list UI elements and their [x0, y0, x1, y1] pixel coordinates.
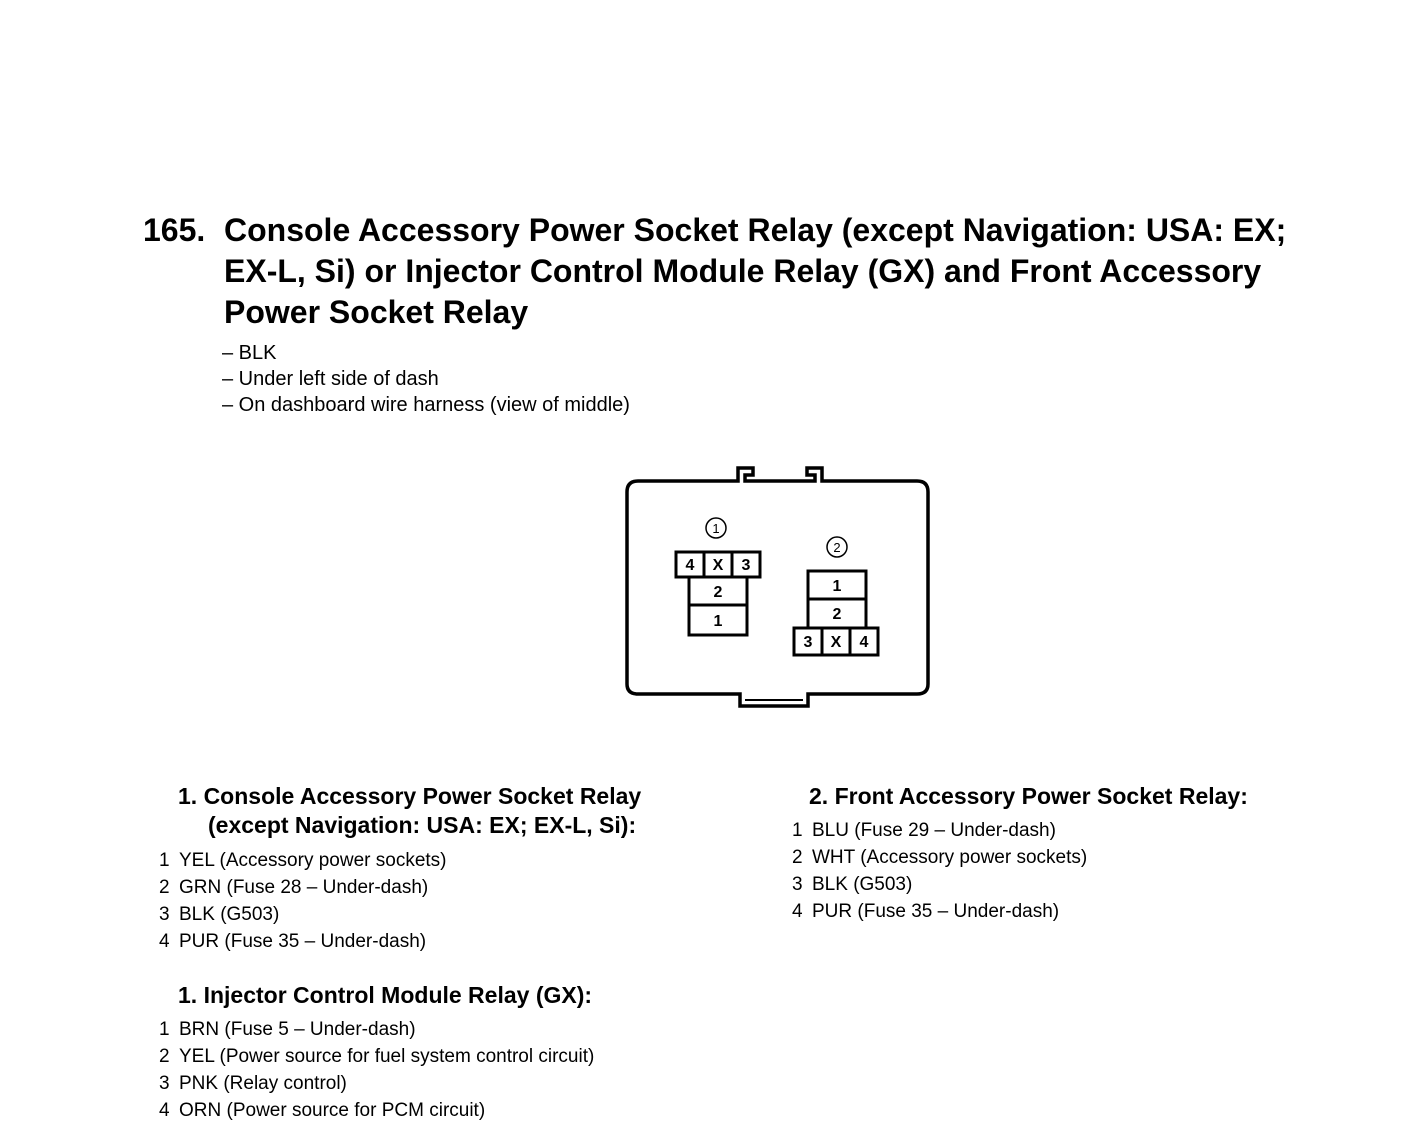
list-item — [159, 1097, 485, 1124]
socket-1-pin-x: X — [712, 557, 724, 574]
pin-number: 2 — [159, 877, 170, 898]
title-line-3: Power Socket Relay — [224, 294, 529, 330]
pin-number: 2 — [159, 1046, 170, 1067]
pin-number: 4 — [792, 901, 803, 922]
note-color: – BLK — [222, 342, 277, 364]
pin-description: WHT (Accessory power sockets) — [812, 847, 1088, 868]
list-item — [159, 874, 428, 901]
socket-2-pin-4: 4 — [859, 634, 869, 651]
socket-1-pin-2: 2 — [713, 584, 723, 601]
connector-housing — [627, 468, 928, 706]
socket-2 — [794, 537, 878, 655]
socket-1 — [676, 518, 760, 635]
note-location: – Under left side of dash — [222, 368, 439, 390]
pin-number: 3 — [792, 874, 803, 895]
pin-description: ORN (Power source for PCM circuit) — [179, 1100, 486, 1121]
injector-relay-heading: 1. Injector Control Module Relay (GX): — [178, 982, 593, 1008]
list-item — [792, 817, 1056, 844]
pin-description: YEL (Power source for fuel system control circuit) — [179, 1046, 595, 1067]
pin-description: GRN (Fuse 28 – Under-dash) — [179, 877, 429, 898]
note-harness: – On dashboard wire harness (view of middle) — [222, 394, 630, 416]
socket-1-label: 1 — [712, 521, 720, 536]
socket-1-pin-3: 3 — [741, 557, 751, 574]
pin-number: 1 — [792, 820, 803, 841]
title-line-1: Console Accessory Power Socket Relay (except Navigation: USA: EX; — [224, 212, 1287, 248]
pin-description: BLK (G503) — [812, 874, 913, 895]
list-item — [792, 898, 1059, 925]
socket-2-pin-3: 3 — [803, 634, 813, 651]
pin-number: 2 — [792, 847, 803, 868]
list-item — [792, 844, 1087, 871]
pin-number: 3 — [159, 904, 170, 925]
pin-description: BLU (Fuse 29 – Under-dash) — [812, 820, 1056, 841]
pin-number: 4 — [159, 1100, 170, 1121]
pin-description: BRN (Fuse 5 – Under-dash) — [179, 1019, 416, 1040]
front-relay-heading: 2. Front Accessory Power Socket Relay: — [809, 783, 1248, 809]
pin-number: 4 — [159, 931, 170, 952]
list-item — [159, 901, 279, 928]
list-item — [159, 1043, 594, 1070]
socket-2-pin-2: 2 — [832, 606, 842, 623]
list-item — [159, 1070, 347, 1097]
pin-description: PUR (Fuse 35 – Under-dash) — [179, 931, 427, 952]
list-item — [159, 1016, 416, 1043]
socket-2-pin-x: X — [830, 634, 842, 651]
socket-2-label: 2 — [833, 540, 841, 555]
title-line-2: EX-L, Si) or Injector Control Module Relay (GX) and Front Accessory — [224, 253, 1262, 289]
socket-1-pin-4: 4 — [685, 557, 695, 574]
connector-diagram — [620, 460, 940, 715]
console-relay-heading-1: 1. Console Accessory Power Socket Relay — [178, 783, 642, 809]
list-item — [159, 928, 426, 955]
console-relay-heading-2: (except Navigation: USA: EX; EX-L, Si): — [208, 812, 637, 838]
socket-1-pin-1: 1 — [713, 613, 723, 630]
pin-description: PUR (Fuse 35 – Under-dash) — [812, 901, 1060, 922]
list-item — [159, 847, 447, 874]
pin-description: BLK (G503) — [179, 904, 280, 925]
pin-description: YEL (Accessory power sockets) — [179, 850, 447, 871]
pin-number: 3 — [159, 1073, 170, 1094]
pin-number: 1 — [159, 1019, 170, 1040]
pin-description: PNK (Relay control) — [179, 1073, 347, 1094]
item-number: 165. — [143, 212, 206, 248]
pin-number: 1 — [159, 850, 170, 871]
socket-2-pin-1: 1 — [832, 578, 842, 595]
list-item — [792, 871, 912, 898]
